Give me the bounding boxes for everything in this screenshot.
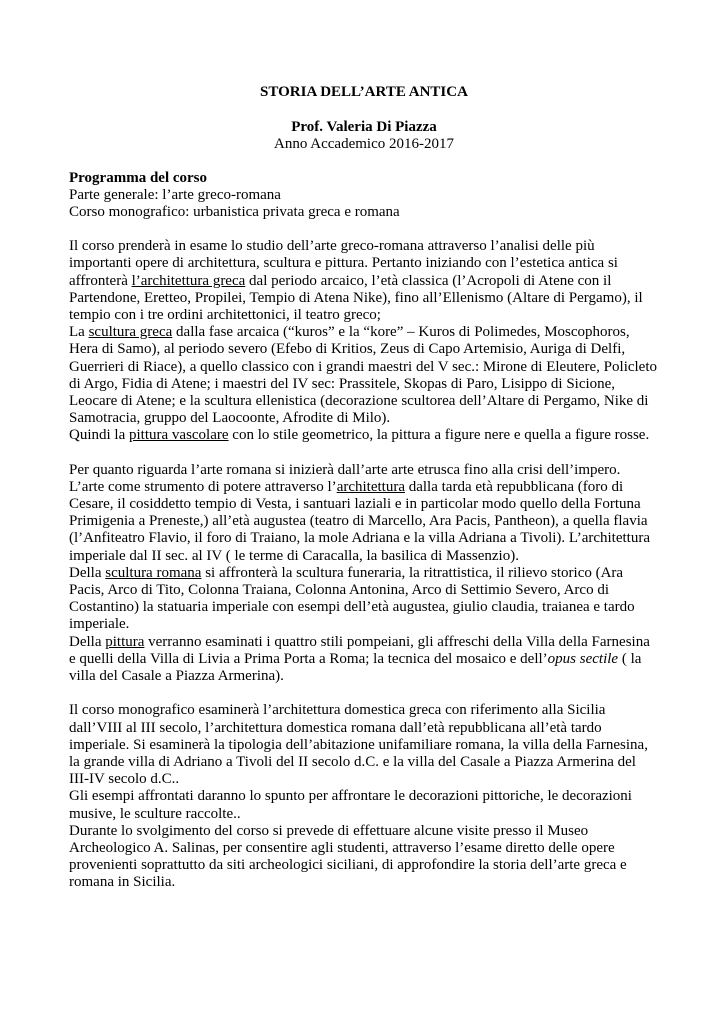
greek-pitt-pre: Quindi la — [69, 427, 129, 444]
document-page — [69, 84, 659, 892]
monografico-paragraph-3: Durante lo svolgimento del corso si prevede di effettuare alcune visite presso il Museo Archeologico A. Salinas, per consentire agli studenti, attraverso l’esame diretto delle opere provenienti soprattutto da siti archeologici siciliani, di approfondire la storia dell’arte greca e romana in Sicilia. — [69, 822, 627, 891]
roman-architecture-paragraph — [69, 479, 659, 565]
academic-year: Anno Accademico 2016-2017 — [274, 136, 454, 153]
greek-scult-text: dalla fase arcaica (“kuros” e la “kore” – Kuros di Polimedes, Moscophoros, Hera di Samo), al periodo severo (Efebo di Kritios, Zeus di Capo Artemisio, Auriga di Delfi, Guerrieri di Riace), a quello classico con i grandi maestri del V sec.: Mirone di Eleutere, Policleto di Argo, Fidia di Atene; i maestri del IV sec: Prassitele, Skopas di Paro, Lisippo di Sicione, Leocare di Atene; e la scultura ellenistica (decorazione scultorea dell’Altare di Pergamo, Nike di Samotracia, gruppo del Laocoonte, Afrodite di Milo). — [69, 324, 658, 427]
opus-sectile-text: opus sectile — [547, 650, 619, 667]
roman-pitt-text: verranno esaminati i quattro stili pompeiani, gli affreschi della Villa della Farnesina e quelli della Villa di Livia a Prima Porta a Roma; la tecnica del mosaico e dell’ — [69, 633, 650, 667]
greek-scult-pre: La — [69, 324, 89, 341]
scultura-romana-link: scultura romana — [105, 564, 202, 581]
greek-sculpture-paragraph — [69, 324, 659, 427]
roman-pitt-end: ( la villa del Casale a Piazza Armerina). — [69, 650, 642, 685]
corso-monografico: Corso monografico: urbanistica privata greca e romana — [69, 204, 400, 221]
roman-arch-pre: L’arte come strumento di potere attraverso l’ — [69, 478, 337, 495]
monografico-paragraph-1: Il corso monografico esaminerà l’architettura domestica greca con riferimento alla Sicilia dall’VIII al III secolo, l’architettura domestica romana dall’età repubblicana all’età tardo imperiale. Si esaminerà la tipologia dell’abitazione unifamiliare romana, la villa della Farnesina, la grande villa di Adriano a Tivoli del II secolo d.C. e la villa del Casale a Piazza Armerina del III-IV secolo d.C.. — [69, 702, 648, 788]
pittura-link: pittura — [105, 633, 145, 650]
architettura-greca-link: l’architettura greca — [131, 272, 246, 289]
monografico-paragraph-2: Gli esempi affrontati daranno lo spunto per affrontare le decorazioni pittoriche, le decorazioni musive, le sculture raccolte.. — [69, 788, 632, 822]
greek-painting-paragraph — [69, 427, 659, 444]
pittura-vascolare-link: pittura vascolare — [129, 427, 229, 444]
architettura-link: architettura — [336, 478, 405, 495]
professor-name: Prof. Valeria Di Piazza — [291, 119, 437, 136]
spacer — [69, 221, 659, 238]
roman-pitt-pre: Della — [69, 633, 106, 650]
roman-arch-text: dalla tarda età repubblicana (foro di Cesare, il cosiddetto tempio di Vesta, i santuari laziali e in particolar modo quello della Fortuna Primigenia a Preneste,) all’età augustea (teatro di Marcello, Ara Pacis, Pantheon), a quella flavia (l’Anfiteatro Flavio, il foro di Traiano, la mole Adriana e la villa Adriana a Tivoli). L’architettura imperiale dal II sec. al IV ( le terme di Caracalla, la basilica di Massenzio). — [69, 478, 650, 564]
roman-sculpture-paragraph — [69, 565, 659, 634]
scultura-greca-link: scultura greca — [88, 324, 173, 341]
programma-heading: Programma del corso — [69, 169, 208, 186]
roman-scult-text: si affronterà la scultura funeraria, la ritrattistica, il rilievo storico (Ara Pacis, Arco di Tito, Colonna Traiana, Colonna Antonina, Arco di Settimio Severo, Arco di Costantino) la statuaria imperiale con esempi dell’età augustea, giulio claudia, traianea e tardo imperiale. — [69, 564, 635, 633]
parte-generale: Parte generale: l’arte greco-romana — [69, 186, 281, 203]
document-title: STORIA DELL’ARTE ANTICA — [260, 84, 468, 100]
roman-painting-paragraph — [69, 634, 659, 686]
greek-arch-text: dal periodo arcaico, l’età classica (l’Acropoli di Atene con il Partendone, Eretteo, Propilei, Tempio di Atena Nike), fino all’Ellenismo (Altare di Pergamo), il tempio con i tre ordini architettonici, il teatro greco; — [69, 272, 643, 324]
roman-intro: Per quanto riguarda l’arte romana si inizierà dall’arte arte etrusca fino alla crisi dell’impero. — [69, 461, 621, 478]
greek-intro-text: Il corso prenderà in esame lo studio dell’arte greco-romana attraverso l’analisi delle più importanti opere di architettura, scultura e pittura. Pertanto iniziando con l’estetica antica si affronterà — [69, 238, 618, 289]
greek-pitt-text: con lo stile geometrico, la pittura a figure nere e quella a figure rosse. — [228, 427, 650, 444]
spacer — [69, 685, 659, 702]
greek-architecture-paragraph — [69, 238, 659, 324]
spacer — [69, 445, 659, 462]
roman-scult-pre: Della — [69, 564, 106, 581]
